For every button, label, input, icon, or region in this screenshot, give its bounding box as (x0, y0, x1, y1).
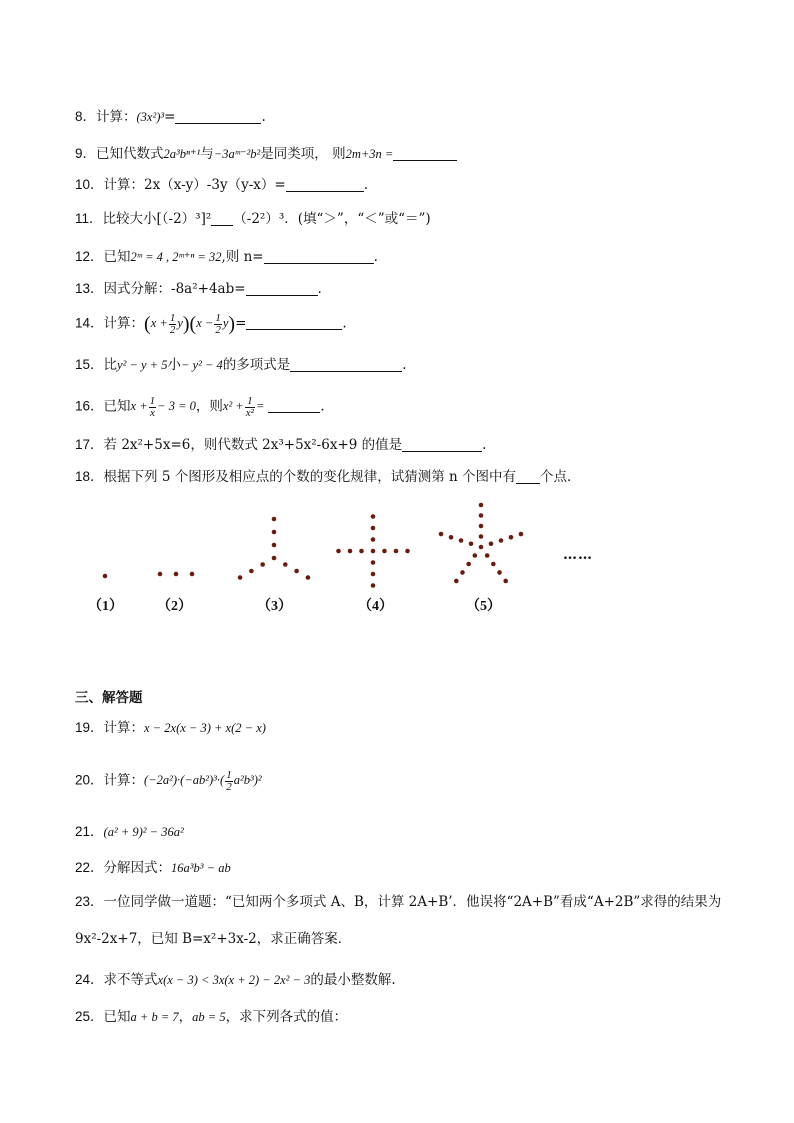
math-expression: x² + (222, 399, 244, 414)
math-expression: −3aᵐ⁻²b² (213, 147, 261, 161)
figure-label-3: （3） (257, 599, 292, 614)
figure-5-dot (473, 553, 478, 558)
figure-3-dot (272, 517, 277, 522)
figure-5-dot (503, 579, 508, 584)
figure-5-dot (454, 579, 459, 584)
figure-5-dot (479, 545, 484, 550)
question-text: 与 (200, 146, 214, 162)
math-expression: 2a³bⁿ⁺¹ (163, 147, 201, 161)
math-expression: (3x²)³ (136, 110, 165, 124)
figure-5-dot (449, 535, 454, 540)
figure-5-dot (497, 570, 502, 575)
math-expression: − y² − 4 (181, 358, 223, 372)
question-text: 小 (167, 357, 181, 373)
question-label: 分解因式： (103, 860, 172, 876)
figure-2-dot (190, 572, 195, 577)
figure-3-dot (306, 575, 311, 580)
question-label: 计算： (103, 720, 145, 736)
period: . (317, 281, 322, 297)
question-number: 11． (75, 211, 103, 226)
question-text: 一位同学做一道题：“已知两个多项式 A、B，计算 2A+B’．他误将“2A+B”看成“A+2B”求得的结果为 (103, 894, 722, 910)
question-number: 20． (75, 772, 104, 788)
math-expression: ab = 5 (192, 1010, 226, 1024)
question-text: 已知 (103, 1009, 131, 1025)
figure-5-dot (466, 562, 471, 567)
question-number: 13． (75, 281, 104, 296)
math-variable: y (222, 316, 229, 331)
question-text: 的多项式是 (222, 357, 291, 373)
math-expression: x(x − 3) < 3x(x + 2) − 2x² − 3 (157, 973, 311, 987)
figure-4-dot (336, 549, 341, 554)
figure-3-dot (260, 562, 265, 567)
question-23-continued (75, 930, 351, 948)
math-expression: (−2a²)·(−ab²)³·( (144, 773, 225, 788)
figure-5-dot (485, 553, 490, 558)
figure-5-dot (459, 538, 464, 543)
figure-4-dot (359, 549, 364, 554)
question-text: 已知 (103, 249, 131, 265)
math-expression: x − 2x(x − 3) + x(2 − x) (144, 721, 266, 735)
figure-5-dot (479, 524, 484, 529)
question-21 (75, 823, 184, 841)
question-text: 根据下列 5 个图形及相应点的个数的变化规律，试猜测第 n 个图中有 (103, 469, 516, 485)
figure-5-dot (479, 534, 484, 539)
figure-5-dot (489, 541, 494, 546)
question-number: 16． (75, 398, 104, 414)
question-number: 19． (75, 720, 104, 735)
question-19 (75, 719, 266, 737)
question-number: 12． (75, 249, 104, 264)
figure-4-dot (371, 572, 376, 577)
question-text: ，求下列各式的值： (225, 1009, 348, 1025)
question-number: 23． (75, 894, 104, 909)
figure-5-dot (499, 538, 504, 543)
section-heading: 三、解答题 (75, 690, 143, 705)
period: . (373, 249, 378, 265)
figure-3-dot (283, 562, 288, 567)
equals-sign: = (164, 109, 176, 125)
figure-5-dot (479, 513, 484, 518)
question-22 (75, 859, 231, 877)
question-label: 计算： (103, 315, 145, 332)
question-text: ,则 n= (221, 249, 264, 265)
figure-5-dot (460, 570, 465, 575)
figure-5-dot (519, 532, 524, 537)
question-number: 10． (75, 177, 104, 192)
figure-4-dot (371, 583, 376, 588)
figure-4-dot (382, 549, 387, 554)
figure-4-dot (348, 549, 353, 554)
question-text: 是同类项， 则 (260, 146, 346, 162)
question-number: 9． (75, 146, 97, 161)
period: . (363, 177, 368, 193)
question-text: 若 2x²+5x=6，则代数式 2x³+5x²-6x+9 的值是 (103, 437, 403, 453)
fraction: $\frac{1}{2}$ (215, 312, 221, 336)
figure-3-dot (272, 543, 277, 548)
question-14: 14．计算：(x + $\frac{1}{2}$ y)(x − $\frac{1}{2}$ y)= . (75, 312, 347, 336)
math-expression: x − (196, 316, 214, 331)
question-text: 已知代数式 (96, 146, 164, 162)
figure-2-dot (158, 572, 163, 577)
figure-1-dot (103, 574, 108, 579)
question-number: 25． (75, 1009, 104, 1024)
question-text: 因式分解：-8a²+4ab= (103, 281, 246, 297)
ellipsis: …… (563, 547, 593, 563)
question-number: 8． (75, 109, 97, 124)
figure-3-dot (294, 569, 299, 574)
period: . (320, 398, 325, 415)
question-text: 比较大小[（-2）³]² (102, 211, 212, 227)
figure-5-dot (491, 562, 496, 567)
math-expression: x + (150, 316, 168, 331)
figure-4-dot (371, 526, 376, 531)
figure-3-dot (272, 530, 277, 535)
question-number: 18． (75, 469, 104, 484)
figure-4-dot (394, 549, 399, 554)
math-expression: 16a³b³ − ab (171, 861, 231, 875)
question-number: 17． (75, 437, 104, 452)
figure-5-dot (509, 535, 514, 540)
question-text: 计算：2x（x-y）-3y（y-x）= (103, 177, 286, 193)
figure-5-dot (479, 503, 484, 508)
math-expression: − 3 = 0 (157, 399, 196, 414)
figure-label-5: （5） (466, 599, 501, 614)
separator: ， (178, 1009, 193, 1025)
figure-5-dot (469, 541, 474, 546)
figure-2-dot (174, 572, 179, 577)
figure-label-4: （4） (358, 599, 393, 614)
question-number: 24． (75, 972, 104, 987)
math-expression: 2ᵐ = 4 , 2ᵐ⁺ⁿ = 32 (130, 250, 222, 264)
figure-3-dot (238, 575, 243, 580)
math-expression: (a² + 9)² − 36a² (103, 825, 184, 839)
question-number: 15． (75, 357, 104, 372)
period: . (342, 315, 347, 332)
question-label: 计算： (103, 772, 145, 789)
question-text: （-2²）³．(填“＞”，“＜”或“＝”) (233, 211, 431, 227)
question-20 (75, 770, 262, 793)
question-text: 的最小整数解. (310, 972, 396, 988)
figure-4-dot (371, 514, 376, 519)
equals-sign: = (235, 315, 247, 332)
figure-3-dot (272, 556, 277, 561)
fraction: $\frac{1}{2}$ (169, 312, 176, 336)
figure-4-dot (405, 549, 410, 554)
math-expression: a²b³)² (233, 773, 262, 788)
math-expression: 2m+3n = (345, 147, 394, 161)
figure-label-1: （1） (88, 599, 123, 614)
math-expression: y² − y + 5 (117, 358, 168, 372)
figure-5-dot (439, 532, 444, 537)
figure-4-dot (371, 560, 376, 565)
question-24 (75, 971, 396, 989)
math-expression: a + b = 7 (130, 1010, 179, 1024)
question-number: 21． (75, 824, 104, 839)
period: . (261, 109, 266, 125)
fraction: $\frac{1}{x}$ (149, 395, 156, 419)
period: . (402, 357, 407, 373)
math-variable: y (177, 316, 183, 331)
figure-4-dot (371, 549, 376, 554)
question-text: 个点． (539, 469, 581, 485)
question-label: 计算： (96, 109, 137, 125)
question-number: 14． (75, 315, 104, 331)
figure-4-dot (371, 537, 376, 542)
period: . (482, 437, 487, 453)
question-text: 9x²-2x+7，已知 B=x²+3x-2，求正确答案． (75, 931, 352, 947)
figure-label-2: （2） (157, 599, 192, 614)
question-text: 求不等式 (103, 972, 158, 988)
question-23 (75, 893, 721, 911)
figure-3-dot (249, 569, 254, 574)
math-expression: x + (130, 399, 148, 414)
question-number: 22． (75, 860, 104, 875)
fraction: $\frac{1}{\text{x²}}$ (245, 395, 254, 419)
fraction: $\frac{1}{2}$ (226, 769, 232, 793)
question-text: 已知 (103, 398, 131, 415)
question-text: 比 (103, 357, 118, 373)
question-text: ，则 (195, 398, 223, 415)
math-expression: = (255, 399, 265, 414)
question-25 (75, 1008, 347, 1026)
